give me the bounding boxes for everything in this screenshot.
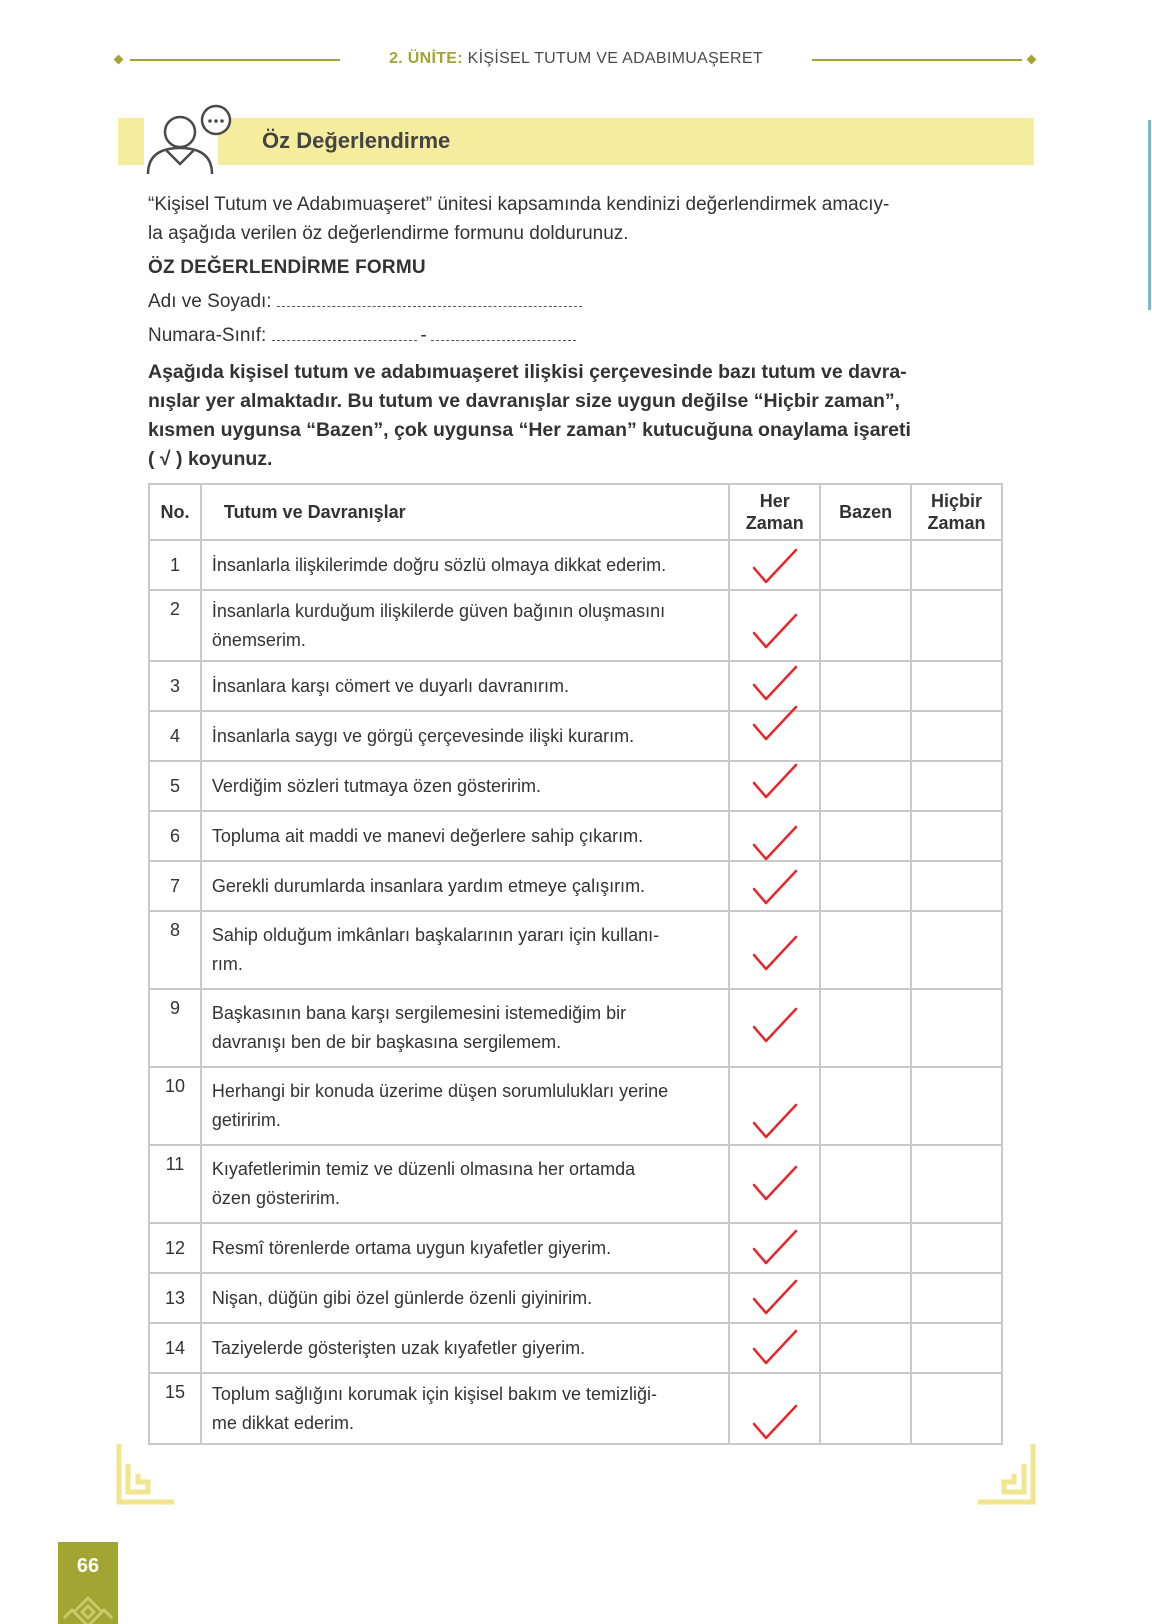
behavior-line: Topluma ait maddi ve manevi değerlere sahip çıkarım.: [211, 825, 644, 846]
behavior-text: [201, 761, 729, 811]
checkbox-cell-always[interactable]: [729, 989, 820, 1067]
table-row: [149, 1067, 1002, 1145]
table-row: [149, 1373, 1002, 1444]
checkbox-cell-sometimes[interactable]: [820, 1145, 911, 1223]
row-number: 13: [149, 1273, 201, 1323]
checkbox-cell-sometimes[interactable]: [820, 989, 911, 1067]
checkmark-icon: [750, 869, 800, 909]
row-number: 11: [149, 1145, 201, 1223]
checkbox-cell-never[interactable]: [911, 1323, 1002, 1373]
checkbox-cell-never[interactable]: [911, 1273, 1002, 1323]
behavior-line: me dikkat ederim.: [211, 1412, 354, 1433]
checkbox-cell-sometimes[interactable]: [820, 1067, 911, 1145]
number-class-field[interactable]: [148, 325, 576, 347]
checkbox-cell-always[interactable]: [729, 1373, 820, 1444]
checkbox-cell-always[interactable]: [729, 1223, 820, 1273]
header-left-diamond: [114, 55, 124, 65]
form-title: ÖZ DEĞERLENDİRME FORMU: [148, 257, 426, 278]
row-number: 8: [149, 911, 201, 989]
behavior-line: İnsanlarla ilişkilerimde doğru sözlü olmaya dikkat ederim.: [211, 554, 667, 575]
checkbox-cell-sometimes[interactable]: [820, 911, 911, 989]
checkbox-cell-never[interactable]: [911, 989, 1002, 1067]
checkbox-cell-always[interactable]: [729, 761, 820, 811]
table-row: [149, 1223, 1002, 1273]
behavior-line: İnsanlara karşı cömert ve duyarlı davranırım.: [211, 675, 570, 696]
header-left-rule: [130, 59, 340, 61]
behavior-line: Toplum sağlığını korumak için kişisel bakım ve temizliği-: [211, 1383, 658, 1404]
behavior-text: [201, 1067, 729, 1145]
name-input-line[interactable]: [277, 293, 582, 307]
number-input-line[interactable]: [272, 327, 417, 341]
header-right-diamond: [1027, 55, 1037, 65]
checkbox-cell-never[interactable]: [911, 761, 1002, 811]
header-behaviors: Tutum ve Davranışlar: [201, 484, 729, 540]
name-label: Adı ve Soyadı:: [148, 291, 272, 312]
table-row: [149, 761, 1002, 811]
row-number: 2: [149, 590, 201, 661]
checkmark-icon: [750, 665, 800, 705]
intro-line: la aşağıda verilen öz değerlendirme formunu doldurunuz.: [148, 223, 629, 244]
unit-title: KİŞİSEL TUTUM VE ADABIMUAŞERET: [462, 50, 763, 67]
checkbox-cell-never[interactable]: [911, 1067, 1002, 1145]
header-always-line2: Zaman: [745, 513, 804, 533]
checkbox-cell-sometimes[interactable]: [820, 661, 911, 711]
checkmark-icon: [750, 763, 800, 803]
behavior-text: [201, 1323, 729, 1373]
table-row: [149, 861, 1002, 911]
checkmark-icon: [750, 1007, 800, 1047]
row-number: 3: [149, 661, 201, 711]
number-separator: -: [420, 325, 427, 346]
checkbox-cell-always[interactable]: [729, 711, 820, 761]
header-right-rule: [812, 59, 1022, 61]
table-row: [149, 989, 1002, 1067]
checkbox-cell-always[interactable]: [729, 1273, 820, 1323]
checkmark-icon: [750, 1329, 800, 1369]
checkbox-cell-never[interactable]: [911, 711, 1002, 761]
behavior-line: özen gösteririm.: [211, 1188, 340, 1208]
section-title: Öz Değerlendirme: [262, 128, 451, 153]
checkbox-cell-always[interactable]: [729, 911, 820, 989]
checkbox-cell-never[interactable]: [911, 1145, 1002, 1223]
header-sometimes: Bazen: [820, 484, 911, 540]
checkmark-icon: [750, 1103, 800, 1143]
checkmark-icon: [750, 1229, 800, 1269]
table-row: [149, 1323, 1002, 1373]
checkbox-cell-never[interactable]: [911, 540, 1002, 590]
table-row: [149, 811, 1002, 861]
person-speech-icon: [144, 104, 240, 174]
behavior-line: İnsanlarla saygı ve görgü çerçevesinde ilişki kurarım.: [211, 725, 635, 746]
section-banner: [118, 118, 1034, 165]
instruction-line: ( √ ) koyunuz.: [148, 448, 273, 470]
behavior-line: Kıyafetlerimin temiz ve düzenli olmasına her ortamda: [211, 1159, 636, 1179]
checkmark-icon: [750, 548, 800, 588]
behavior-line: Gerekli durumlarda insanlara yardım etmeye çalışırım.: [211, 875, 646, 896]
table-row: [149, 1145, 1002, 1223]
behavior-line: İnsanlarla kurduğum ilişkilerde güven bağının oluşmasını: [211, 600, 666, 621]
checkmark-icon: [750, 1165, 800, 1205]
intro-paragraph: [148, 190, 1008, 248]
table-row: [149, 711, 1002, 761]
checkmark-icon: [750, 935, 800, 975]
behavior-text: [201, 711, 729, 761]
instruction-line: nışlar yer almaktadır. Bu tutum ve davranışlar size uygun değilse “Hiçbir zaman”,: [148, 390, 901, 412]
behavior-line: Herhangi bir konuda üzerime düşen sorumlulukları yerine: [211, 1081, 669, 1101]
behavior-line: Başkasının bana karşı sergilemesini istemediğim bir: [211, 1003, 627, 1023]
checkbox-cell-sometimes[interactable]: [820, 540, 911, 590]
behavior-text: [201, 1373, 729, 1444]
header-never-line1: Hiçbir: [931, 491, 983, 511]
name-field[interactable]: [148, 291, 582, 313]
behavior-text: [201, 590, 729, 661]
checkbox-cell-sometimes[interactable]: [820, 811, 911, 861]
page-number: 66: [76, 1555, 100, 1577]
checkmark-icon: [750, 613, 800, 653]
behavior-line: rım.: [211, 954, 243, 974]
row-number: 9: [149, 989, 201, 1067]
row-number: 7: [149, 861, 201, 911]
table-row: [149, 1273, 1002, 1323]
checkbox-cell-always[interactable]: [729, 1145, 820, 1223]
table-header-row: [149, 484, 1002, 540]
checkbox-cell-always[interactable]: [729, 811, 820, 861]
checkbox-cell-never[interactable]: [911, 911, 1002, 989]
number-label: Numara-Sınıf:: [148, 325, 267, 346]
checkmark-icon: [750, 1279, 800, 1319]
checkbox-cell-always[interactable]: [729, 661, 820, 711]
row-number: 12: [149, 1223, 201, 1273]
checkbox-cell-sometimes[interactable]: [820, 1273, 911, 1323]
row-number: 14: [149, 1323, 201, 1373]
running-header: [340, 50, 812, 68]
behavior-text: [201, 1223, 729, 1273]
table-row: [149, 540, 1002, 590]
unit-label: 2. ÜNİTE:: [389, 50, 463, 67]
instruction-line: Aşağıda kişisel tutum ve adabımuaşeret ilişkisi çerçevesinde bazı tutum ve davra-: [148, 361, 907, 383]
behavior-text: [201, 540, 729, 590]
behavior-text: [201, 989, 729, 1067]
checkbox-cell-sometimes[interactable]: [820, 861, 911, 911]
intro-line: “Kişisel Tutum ve Adabımuaşeret” ünitesi kapsamında kendinizi değerlendirmek amacıy-: [148, 194, 890, 215]
row-number: 15: [149, 1373, 201, 1444]
checkbox-cell-never[interactable]: [911, 661, 1002, 711]
header-no: No.: [149, 484, 201, 540]
checkbox-cell-never[interactable]: [911, 590, 1002, 661]
page-edge-line: [1148, 120, 1151, 310]
behavior-line: Resmî törenlerde ortama uygun kıyafetler giyerim.: [211, 1237, 612, 1258]
header-never: [911, 484, 1002, 540]
behavior-line: Sahip olduğum imkânları başkalarının yararı için kullanı-: [211, 925, 660, 945]
behavior-text: [201, 811, 729, 861]
checkbox-cell-sometimes[interactable]: [820, 1223, 911, 1273]
table-row: [149, 590, 1002, 661]
behavior-text: [201, 1145, 729, 1223]
checkbox-cell-never[interactable]: [911, 811, 1002, 861]
checkbox-cell-sometimes[interactable]: [820, 590, 911, 661]
checkbox-cell-always[interactable]: [729, 1067, 820, 1145]
behavior-text: [201, 661, 729, 711]
checkbox-cell-never[interactable]: [911, 861, 1002, 911]
row-number: 4: [149, 711, 201, 761]
behavior-line: getiririm.: [211, 1110, 281, 1130]
behavior-line: Verdiğim sözleri tutmaya özen gösteririm.: [211, 775, 542, 796]
instructions: [148, 358, 993, 474]
checkbox-cell-never[interactable]: [911, 1373, 1002, 1444]
table-row: [149, 661, 1002, 711]
checkbox-cell-sometimes[interactable]: [820, 1373, 911, 1444]
instruction-line: kısmen uygunsa “Bazen”, çok uygunsa “Her zaman” kutucuğuna onaylama işareti: [148, 419, 911, 441]
behavior-line: Nişan, düğün gibi özel günlerde özenli giyinirim.: [211, 1287, 593, 1308]
header-never-line2: Zaman: [927, 513, 986, 533]
checkmark-icon: [750, 705, 800, 745]
page-tab-ornament: [58, 1592, 118, 1624]
table-row: [149, 911, 1002, 989]
checkbox-cell-sometimes[interactable]: [820, 711, 911, 761]
row-number: 6: [149, 811, 201, 861]
checkbox-cell-always[interactable]: [729, 590, 820, 661]
header-always: [729, 484, 820, 540]
corner-ornament-left: [116, 1444, 178, 1506]
behavior-line: Taziyelerde gösterişten uzak kıyafetler giyerim.: [211, 1337, 586, 1358]
row-number: 10: [149, 1067, 201, 1145]
behavior-line: önemserim.: [211, 629, 306, 650]
checkbox-cell-always[interactable]: [729, 1323, 820, 1373]
behavior-line: davranışı ben de bir başkasına sergilemem.: [211, 1032, 562, 1052]
checkbox-cell-never[interactable]: [911, 1223, 1002, 1273]
header-always-line1: Her: [759, 491, 790, 511]
checkbox-cell-sometimes[interactable]: [820, 1323, 911, 1373]
corner-ornament-right: [974, 1444, 1036, 1506]
class-input-line[interactable]: [431, 327, 576, 341]
self-assessment-table: [148, 483, 1003, 1445]
checkbox-cell-always[interactable]: [729, 540, 820, 590]
checkbox-cell-always[interactable]: [729, 861, 820, 911]
row-number: 5: [149, 761, 201, 811]
checkmark-icon: [750, 1404, 800, 1444]
checkmark-icon: [750, 825, 800, 865]
behavior-text: [201, 1273, 729, 1323]
behavior-text: [201, 861, 729, 911]
row-number: 1: [149, 540, 201, 590]
behavior-text: [201, 911, 729, 989]
checkbox-cell-sometimes[interactable]: [820, 761, 911, 811]
